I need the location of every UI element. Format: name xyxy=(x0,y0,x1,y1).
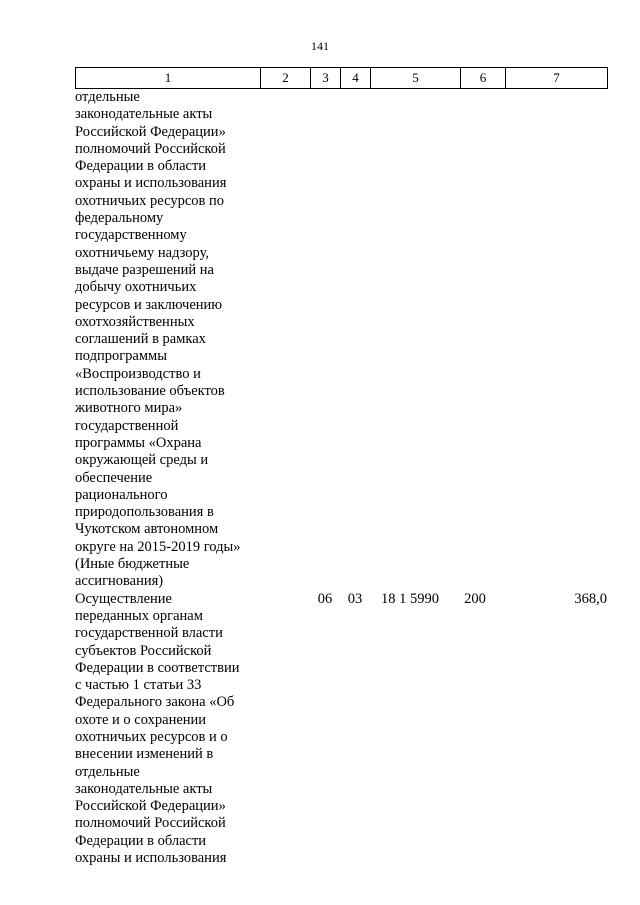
text-line: федеральному xyxy=(75,210,164,227)
text-line: Федерального закона «Об xyxy=(75,694,235,711)
text-line: Российской Федерации» xyxy=(75,798,226,815)
text-line: охраны и использования xyxy=(75,850,227,867)
text-line: внесении изменений в xyxy=(75,746,214,763)
text-line: добычу охотничьих xyxy=(75,279,197,296)
text-line: обеспечение xyxy=(75,469,153,486)
text-line: охотхозяйственных xyxy=(75,313,195,330)
cell-expense-type: 200 xyxy=(464,590,486,607)
header-col-4: 4 xyxy=(341,68,371,89)
text-line: переданных органам xyxy=(75,607,203,624)
cell-amount: 368,0 xyxy=(574,590,607,607)
text-line: животного мира» xyxy=(75,400,183,417)
text-line: природопользования в xyxy=(75,504,214,521)
text-line: охотничьих ресурсов по xyxy=(75,192,225,209)
text-line: ассигнования) xyxy=(75,573,164,590)
table-header xyxy=(75,67,608,89)
text-line: государственной власти xyxy=(75,625,223,642)
header-col-6: 6 xyxy=(461,68,506,89)
text-line: округе на 2015-2019 годы» xyxy=(75,538,241,555)
text-line: законодательные акты xyxy=(75,780,213,797)
table-row xyxy=(75,89,607,591)
cell-section: 06 xyxy=(317,590,333,607)
text-line: ресурсов и заключению xyxy=(75,296,223,313)
text-line: государственному xyxy=(75,227,187,244)
text-line: субъектов Российской xyxy=(75,642,212,659)
cell-target-article: 18 1 5990 xyxy=(381,590,439,607)
text-line: подпрограммы xyxy=(75,348,167,365)
text-line: выдаче разрешений на xyxy=(75,261,214,278)
text-line: полномочий Российской xyxy=(75,140,226,157)
text-line: Чукотском автономном xyxy=(75,521,219,538)
header-row xyxy=(76,68,608,89)
cell-subsection: 03 xyxy=(347,590,363,607)
text-line: с частью 1 статьи 33 xyxy=(75,677,202,694)
table-row xyxy=(75,591,607,868)
text-line: Федерации в области xyxy=(75,158,207,175)
header-col-2: 2 xyxy=(261,68,311,89)
text-line: Федерации в соответствии xyxy=(75,659,240,676)
text-line: охоте и о сохранении xyxy=(75,711,207,728)
row-description xyxy=(75,89,260,591)
text-line: Федерации в области xyxy=(75,832,207,849)
text-line: отдельные xyxy=(75,763,140,780)
header-col-5: 5 xyxy=(371,68,461,89)
text-line: окружающей среды и xyxy=(75,452,209,469)
header-col-7: 7 xyxy=(506,68,608,89)
text-line: соглашений в рамках xyxy=(75,331,206,348)
header-col-1: 1 xyxy=(76,68,261,89)
text-line: охраны и использования xyxy=(75,175,227,192)
table-body xyxy=(75,89,607,867)
text-line: программы «Охрана xyxy=(75,434,202,451)
text-line: использование объектов xyxy=(75,383,225,400)
text-line: отдельные xyxy=(75,89,140,105)
text-line: законодательные акты xyxy=(75,106,213,123)
header-col-3: 3 xyxy=(311,68,341,89)
text-line: рационального xyxy=(75,486,168,503)
text-line: охотничьему надзору, xyxy=(75,244,210,261)
text-line: Российской Федерации» xyxy=(75,123,226,140)
text-line: полномочий Российской xyxy=(75,815,226,832)
text-line: «Воспроизводство и xyxy=(75,365,201,382)
text-line: государственной xyxy=(75,417,179,434)
text-line: (Иные бюджетные xyxy=(75,556,190,573)
row-description xyxy=(75,591,260,868)
text-line: Осуществление xyxy=(75,590,172,607)
page-number: 141 xyxy=(311,39,329,53)
text-line: охотничьих ресурсов и о xyxy=(75,728,228,745)
